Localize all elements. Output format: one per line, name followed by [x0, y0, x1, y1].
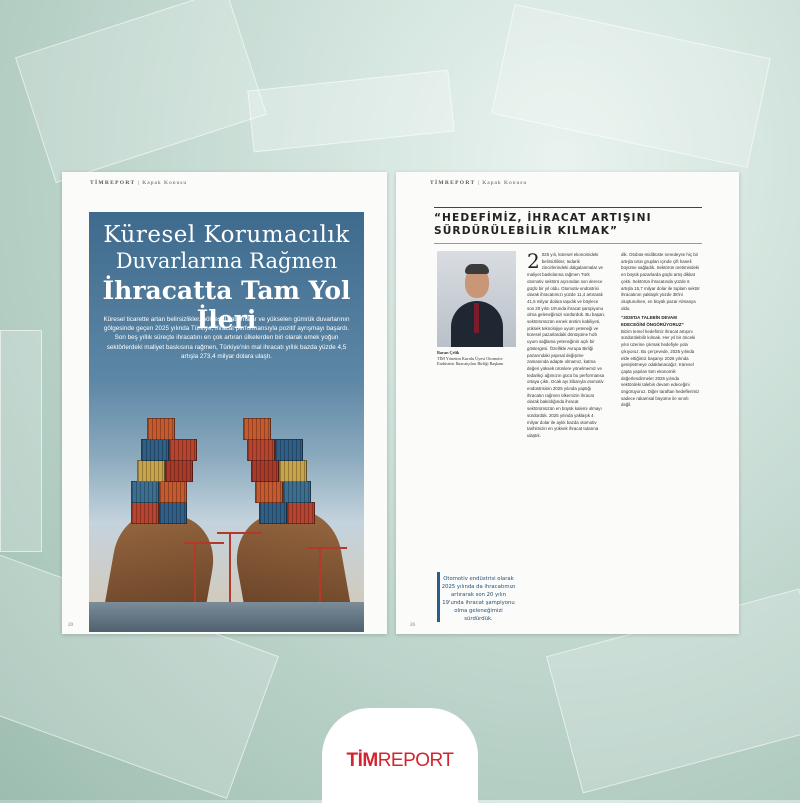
caption-role: TİM Yönetim Kurulu Üyesi Otomotiv Endüstrisi İhracatçıları Birliği Başkanı — [437, 355, 504, 367]
sea — [89, 602, 364, 632]
cover-title-line-2: Duvarlarına Rağmen — [115, 249, 338, 273]
page-number: 20 — [68, 623, 73, 628]
background-shape — [0, 330, 42, 552]
drop-cap: 2 — [527, 252, 540, 273]
pull-quote-bar — [437, 572, 440, 622]
heading-underline — [434, 243, 702, 244]
page-header: TİMREPORT | Kapak Konusu — [430, 180, 528, 186]
heading-rule — [434, 207, 702, 208]
cover-title-line-1: Küresel Korumacılık — [103, 222, 350, 248]
portrait-photo — [437, 251, 516, 347]
pull-quote-text: Otomotiv endüstrisi olarak 2025 yılında da ihracatımızı artırarak son 20 yılın 19'unda ihracat şampiyonu olma geleneğimizi sürdürdük. — [441, 576, 516, 622]
column-1-text: 025 yılı, küresel ekonomideki belirsizlikler, tedarik zincirlerindeki dalgalanmalar ve maliyet baskılarına rağmen Türk otomotiv sektörü açısından son derece güçlü bir yıl oldu. Otomotiv endüstrisi olarak ihracatımızı yüzde 11,4 artırarak 41,5 milyar dolara taşıdık ve böylece son 20 yılın 19'unda ihracat şampiyonu olma geleneğimizi sürdürdük. Bu başarı, sektörümüzün esnek üretim kabiliyeti, yüksek teknolojiye uyum yeteneği ve küresel pazarlardaki dönüşüme hızlı uyum sağlama yeteneğinin açık bir göstergesi. Özellikle Avrupa Birliği pazarındaki yapısal değişime zamanında adapte olmamız, katma değeri yüksek ürünlere yönelmemiz ve tedarikçi ağımızın gücü bu performansa ortaya çıktı. Ocak ayı itibarıyla otomotiv endüstrisinin 2025 yılında yaptığı ihracatın rağmen ülkemizin ihracat olarak bakıldığında ihracat sektörümüzün en büyük kalemi olmayı sürdürdük. 2025 yılında yaklaşık 4 milyar dolar ile aylık bazda otomotiv tarihimizin en yüksek ihracat tutarına ulaştık. — [527, 252, 606, 438]
cover-title-line-3: İhracatta Tam Yol İleri — [102, 276, 351, 334]
column-2-text: dik. Otobüs-midibüste neredeyse hiç bir artışla ürün grupları içinde çift haneli büyüme sağladık. Sektörün üretimindeki en büyük pazarlarda güçlü artış dikkat çekti. Sektörün ihracatında yüzde 6 artışla 15,7 milyar dolar ile toplam sektör ihracatının yaklaşık yüzde 38'ini oluştururken, en büyük pazar Almanya oldu. — [621, 252, 700, 311]
header-section: Kapak Konusu — [482, 180, 528, 186]
cover-lead-text: Küresel ticarette artan belirsizlikler, bölgesel çatışmalar ve yükselen gümrük duvarlarının gölgesinde geçen 2025 yılında Türkiye, ihracat performansıyla pozitif ayrışmayı başardı. Son beş yıllık süreçte ihracatını en çok artıran ülkelerden biri olarak emek yoğun sektörlerdeki maliyet baskısına rağmen, Türkiye'nin mal ihracatı yıllık bazda yüzde 4,5 artışla 273,4 milyar dolara ulaştı. — [103, 316, 350, 360]
background-shape — [247, 70, 454, 153]
header-brand: TİMREPORT — [430, 180, 476, 186]
caption-name: Baran Çelik — [437, 350, 460, 355]
cover-hero-image — [89, 212, 364, 632]
page-number: 26 — [410, 623, 415, 628]
timreport-logo: TİMREPORT — [346, 750, 454, 771]
page-header: TİMREPORT | Kapak Konusu — [90, 180, 188, 186]
column-2b-text: Bizim temel hedefimiz ihracat artışını sürdürülebilir kılmak. Her yıl bir önceki yılın üzerine çıkmak hedefiyle yola çıkıyoruz. Bu çerçevede, 2025 yılında elde ettiğimiz başarıyı 2026 yılında genişletmeye odaklanacağız. Küresel çapta yapılan tüm ekonomik değerlendirmeler 2026 yılında sektördeki talebin devam edeceğini öngörüyoruz. Diğer taraftan hedeflerimiz sadece rakamsal büyüme ile sınırlı değil. — [621, 328, 700, 408]
header-section: Kapak Konusu — [142, 180, 188, 186]
footer-logo-card — [322, 708, 478, 803]
interview-heading: “HEDEFİMİZ, İHRACAT ARTIŞINI SÜRDÜRÜLEBİLİR KILMAK” — [434, 212, 652, 237]
background-shape — [15, 0, 267, 183]
background-shape — [491, 4, 771, 168]
photo-caption — [437, 350, 519, 367]
article-column-2 — [621, 252, 700, 604]
pull-quote — [437, 572, 518, 622]
article-subhead: “2026'DA TALEBİN DEVAM EDECEĞİNİ ÖNGÖRÜYORUZ” — [621, 315, 684, 328]
header-brand: TİMREPORT — [90, 180, 136, 186]
article-column-1 — [527, 252, 606, 604]
magazine-left-page — [62, 172, 387, 634]
